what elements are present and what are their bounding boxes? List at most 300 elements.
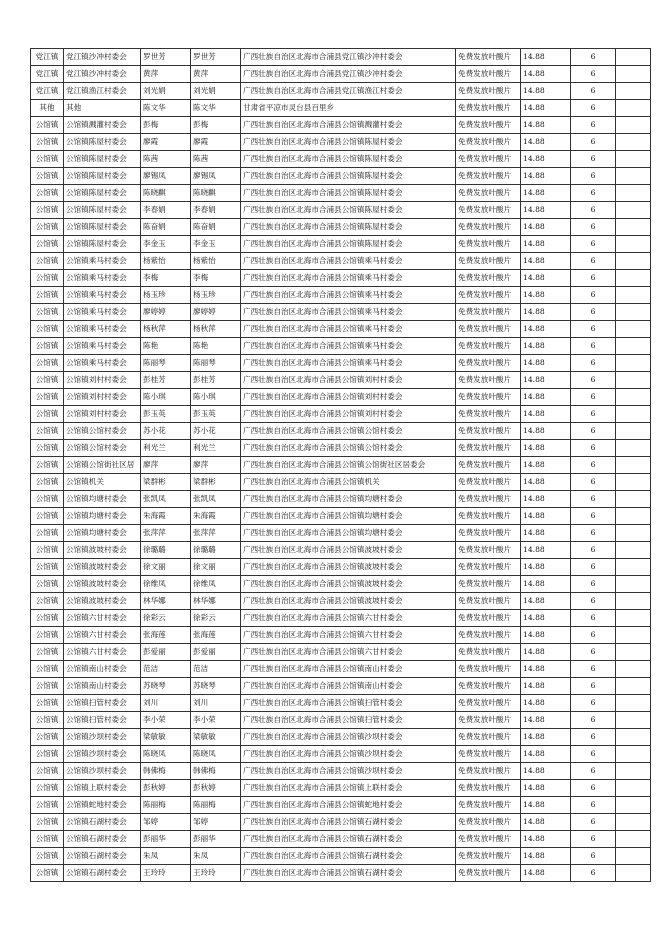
table-row	[31, 304, 651, 321]
amount-cell: 14.88	[521, 372, 571, 389]
name-repeat-cell: 彭梅	[191, 117, 241, 134]
village-committee-cell: 公馆镇乘马村委会	[64, 253, 141, 270]
village-committee-cell: 公馆镇乘马村委会	[64, 321, 141, 338]
village-committee-cell: 公馆镇均塘村委会	[64, 491, 141, 508]
recipient-table	[30, 48, 651, 882]
village-committee-cell: 公馆镇均塘村委会	[64, 508, 141, 525]
township-cell: 公馆镇	[31, 151, 64, 168]
note-cell	[616, 372, 651, 389]
note-cell	[616, 202, 651, 219]
name-repeat-cell: 陈晓凤	[191, 746, 241, 763]
quantity-cell: 6	[571, 423, 616, 440]
name-cell: 徐维凤	[141, 576, 191, 593]
note-cell	[616, 423, 651, 440]
service-cell: 免费发放叶酸片	[456, 576, 521, 593]
note-cell	[616, 287, 651, 304]
note-cell	[616, 729, 651, 746]
service-cell: 免费发放叶酸片	[456, 372, 521, 389]
table-row	[31, 542, 651, 559]
name-repeat-cell: 张海莲	[191, 627, 241, 644]
township-cell: 公馆镇	[31, 763, 64, 780]
village-committee-cell: 公馆镇石湖村委会	[64, 831, 141, 848]
quantity-cell: 6	[571, 372, 616, 389]
address-cell: 广西壮族自治区北海市合浦县公馆镇陈屋村委会	[241, 185, 456, 202]
village-committee-cell: 公馆镇乘马村委会	[64, 270, 141, 287]
note-cell	[616, 559, 651, 576]
address-cell: 广西壮族自治区北海市合浦县公馆镇南山村委会	[241, 661, 456, 678]
address-cell: 广西壮族自治区北海市合浦县公馆镇波坡村委会	[241, 559, 456, 576]
service-cell: 免费发放叶酸片	[456, 423, 521, 440]
service-cell: 免费发放叶酸片	[456, 389, 521, 406]
amount-cell: 14.88	[521, 253, 571, 270]
table-row	[31, 406, 651, 423]
name-cell: 廖萍	[141, 457, 191, 474]
name-repeat-cell: 彭玉英	[191, 406, 241, 423]
service-cell: 免费发放叶酸片	[456, 610, 521, 627]
service-cell: 免费发放叶酸片	[456, 66, 521, 83]
township-cell: 公馆镇	[31, 627, 64, 644]
name-repeat-cell: 廖萍	[191, 457, 241, 474]
name-repeat-cell: 梁敏敏	[191, 729, 241, 746]
service-cell: 免费发放叶酸片	[456, 746, 521, 763]
name-cell: 刘川	[141, 695, 191, 712]
table-row	[31, 440, 651, 457]
note-cell	[616, 542, 651, 559]
service-cell: 免费发放叶酸片	[456, 236, 521, 253]
township-cell: 党江镇	[31, 66, 64, 83]
table-row	[31, 185, 651, 202]
township-cell: 公馆镇	[31, 797, 64, 814]
village-committee-cell: 公馆镇溅灌村委会	[64, 117, 141, 134]
name-cell: 陈晓麒	[141, 185, 191, 202]
service-cell: 免费发放叶酸片	[456, 695, 521, 712]
note-cell	[616, 831, 651, 848]
table-row	[31, 797, 651, 814]
village-committee-cell: 公馆镇波坡村委会	[64, 542, 141, 559]
village-committee-cell: 公馆镇石湖村委会	[64, 848, 141, 865]
table-row	[31, 321, 651, 338]
table-row	[31, 678, 651, 695]
service-cell: 免费发放叶酸片	[456, 151, 521, 168]
name-repeat-cell: 陈艳	[191, 338, 241, 355]
township-cell: 公馆镇	[31, 525, 64, 542]
table-row	[31, 287, 651, 304]
amount-cell: 14.88	[521, 610, 571, 627]
table-row	[31, 491, 651, 508]
note-cell	[616, 474, 651, 491]
township-cell: 公馆镇	[31, 814, 64, 831]
village-committee-cell: 公馆镇公馆村委会	[64, 423, 141, 440]
village-committee-cell: 其他	[64, 100, 141, 117]
address-cell: 广西壮族自治区北海市合浦县党江镇沙冲村委会	[241, 49, 456, 66]
table-row	[31, 270, 651, 287]
name-cell: 杨玉珍	[141, 287, 191, 304]
quantity-cell: 6	[571, 491, 616, 508]
address-cell: 广西壮族自治区北海市合浦县公馆镇沙坝村委会	[241, 746, 456, 763]
note-cell	[616, 610, 651, 627]
quantity-cell: 6	[571, 83, 616, 100]
amount-cell: 14.88	[521, 729, 571, 746]
township-cell: 公馆镇	[31, 712, 64, 729]
quantity-cell: 6	[571, 712, 616, 729]
village-committee-cell: 公馆镇陈屋村委会	[64, 219, 141, 236]
amount-cell: 14.88	[521, 661, 571, 678]
village-committee-cell: 公馆镇六甘村委会	[64, 610, 141, 627]
quantity-cell: 6	[571, 117, 616, 134]
village-committee-cell: 公馆镇机关	[64, 474, 141, 491]
name-repeat-cell: 苏小花	[191, 423, 241, 440]
township-cell: 公馆镇	[31, 695, 64, 712]
township-cell: 公馆镇	[31, 253, 64, 270]
quantity-cell: 6	[571, 406, 616, 423]
township-cell: 公馆镇	[31, 865, 64, 882]
table-row	[31, 66, 651, 83]
table-row	[31, 372, 651, 389]
township-cell: 党江镇	[31, 83, 64, 100]
table-row	[31, 49, 651, 66]
table-row	[31, 661, 651, 678]
table-row	[31, 117, 651, 134]
quantity-cell: 6	[571, 287, 616, 304]
name-cell: 陈奋娟	[141, 219, 191, 236]
table-row	[31, 610, 651, 627]
name-cell: 邹婷	[141, 814, 191, 831]
address-cell: 广西壮族自治区北海市合浦县公馆镇蛇地村委会	[241, 797, 456, 814]
note-cell	[616, 304, 651, 321]
table-row	[31, 219, 651, 236]
name-cell: 范洁	[141, 661, 191, 678]
village-committee-cell: 公馆镇六甘村委会	[64, 627, 141, 644]
service-cell: 免费发放叶酸片	[456, 117, 521, 134]
township-cell: 公馆镇	[31, 491, 64, 508]
note-cell	[616, 66, 651, 83]
village-committee-cell: 公馆镇上联村委会	[64, 780, 141, 797]
name-repeat-cell: 陈奋娟	[191, 219, 241, 236]
amount-cell: 14.88	[521, 525, 571, 542]
township-cell: 公馆镇	[31, 610, 64, 627]
table-row	[31, 100, 651, 117]
address-cell: 甘肃省平凉市灵台县百里乡	[241, 100, 456, 117]
village-committee-cell: 公馆镇公馆村委会	[64, 440, 141, 457]
amount-cell: 14.88	[521, 576, 571, 593]
name-repeat-cell: 徐维凤	[191, 576, 241, 593]
table-row	[31, 831, 651, 848]
name-repeat-cell: 刘川	[191, 695, 241, 712]
amount-cell: 14.88	[521, 321, 571, 338]
service-cell: 免费发放叶酸片	[456, 168, 521, 185]
address-cell: 广西壮族自治区北海市合浦县公馆镇陈屋村委会	[241, 168, 456, 185]
name-repeat-cell: 杨玉珍	[191, 287, 241, 304]
amount-cell: 14.88	[521, 593, 571, 610]
township-cell: 公馆镇	[31, 423, 64, 440]
quantity-cell: 6	[571, 457, 616, 474]
table-row	[31, 423, 651, 440]
township-cell: 公馆镇	[31, 508, 64, 525]
village-committee-cell: 公馆镇六甘村委会	[64, 644, 141, 661]
table-row	[31, 576, 651, 593]
name-cell: 李春娟	[141, 202, 191, 219]
township-cell: 公馆镇	[31, 440, 64, 457]
quantity-cell: 6	[571, 627, 616, 644]
township-cell: 公馆镇	[31, 576, 64, 593]
address-cell: 广西壮族自治区北海市合浦县公馆镇扫管村委会	[241, 695, 456, 712]
name-repeat-cell: 李金玉	[191, 236, 241, 253]
township-cell: 公馆镇	[31, 644, 64, 661]
amount-cell: 14.88	[521, 814, 571, 831]
service-cell: 免费发放叶酸片	[456, 406, 521, 423]
township-cell: 公馆镇	[31, 457, 64, 474]
amount-cell: 14.88	[521, 287, 571, 304]
note-cell	[616, 355, 651, 372]
quantity-cell: 6	[571, 780, 616, 797]
quantity-cell: 6	[571, 202, 616, 219]
township-cell: 公馆镇	[31, 168, 64, 185]
village-committee-cell: 公馆镇乘马村委会	[64, 355, 141, 372]
service-cell: 免费发放叶酸片	[456, 304, 521, 321]
name-cell: 彭梅	[141, 117, 191, 134]
note-cell	[616, 457, 651, 474]
name-repeat-cell: 李梅	[191, 270, 241, 287]
note-cell	[616, 763, 651, 780]
township-cell: 公馆镇	[31, 117, 64, 134]
service-cell: 免费发放叶酸片	[456, 593, 521, 610]
name-repeat-cell: 朱海霞	[191, 508, 241, 525]
table-row	[31, 83, 651, 100]
amount-cell: 14.88	[521, 712, 571, 729]
address-cell: 广西壮族自治区北海市合浦县公馆镇公馆村委会	[241, 423, 456, 440]
amount-cell: 14.88	[521, 134, 571, 151]
name-cell: 梁敏敏	[141, 729, 191, 746]
name-cell: 张凯凤	[141, 491, 191, 508]
service-cell: 免费发放叶酸片	[456, 814, 521, 831]
service-cell: 免费发放叶酸片	[456, 202, 521, 219]
note-cell	[616, 219, 651, 236]
village-committee-cell: 公馆镇乘马村委会	[64, 304, 141, 321]
name-repeat-cell: 彭桂芳	[191, 372, 241, 389]
village-committee-cell: 公馆镇陈屋村委会	[64, 185, 141, 202]
name-cell: 彭秋婷	[141, 780, 191, 797]
note-cell	[616, 865, 651, 882]
note-cell	[616, 491, 651, 508]
village-committee-cell: 公馆镇刘村村委会	[64, 372, 141, 389]
note-cell	[616, 151, 651, 168]
note-cell	[616, 253, 651, 270]
village-committee-cell: 公馆镇公馆街社区居	[64, 457, 141, 474]
address-cell: 广西壮族自治区北海市合浦县公馆镇波坡村委会	[241, 593, 456, 610]
note-cell	[616, 321, 651, 338]
name-repeat-cell: 陈茜	[191, 151, 241, 168]
address-cell: 广西壮族自治区北海市合浦县党江镇沙冲村委会	[241, 66, 456, 83]
name-cell: 彭爱丽	[141, 644, 191, 661]
quantity-cell: 6	[571, 661, 616, 678]
township-cell: 公馆镇	[31, 389, 64, 406]
note-cell	[616, 134, 651, 151]
service-cell: 免费发放叶酸片	[456, 440, 521, 457]
name-cell: 陈丽琴	[141, 355, 191, 372]
amount-cell: 14.88	[521, 746, 571, 763]
amount-cell: 14.88	[521, 423, 571, 440]
name-cell: 李梅	[141, 270, 191, 287]
name-cell: 朱海霞	[141, 508, 191, 525]
amount-cell: 14.88	[521, 831, 571, 848]
address-cell: 广西壮族自治区北海市合浦县公馆镇波坡村委会	[241, 576, 456, 593]
address-cell: 广西壮族自治区北海市合浦县公馆镇乘马村委会	[241, 338, 456, 355]
township-cell: 公馆镇	[31, 593, 64, 610]
township-cell: 公馆镇	[31, 542, 64, 559]
quantity-cell: 6	[571, 440, 616, 457]
village-committee-cell: 公馆镇陈屋村委会	[64, 134, 141, 151]
name-cell: 徐彩云	[141, 610, 191, 627]
table-row	[31, 644, 651, 661]
quantity-cell: 6	[571, 576, 616, 593]
amount-cell: 14.88	[521, 270, 571, 287]
name-cell: 韩佛梅	[141, 763, 191, 780]
quantity-cell: 6	[571, 219, 616, 236]
quantity-cell: 6	[571, 814, 616, 831]
name-repeat-cell: 陈小琪	[191, 389, 241, 406]
service-cell: 免费发放叶酸片	[456, 134, 521, 151]
note-cell	[616, 440, 651, 457]
name-cell: 陈茜	[141, 151, 191, 168]
table-row	[31, 746, 651, 763]
address-cell: 广西壮族自治区北海市合浦县党江镇渔江村委会	[241, 83, 456, 100]
village-committee-cell: 公馆镇波坡村委会	[64, 576, 141, 593]
amount-cell: 14.88	[521, 83, 571, 100]
amount-cell: 14.88	[521, 389, 571, 406]
quantity-cell: 6	[571, 66, 616, 83]
table-row	[31, 848, 651, 865]
service-cell: 免费发放叶酸片	[456, 831, 521, 848]
service-cell: 免费发放叶酸片	[456, 287, 521, 304]
name-repeat-cell: 廖锡凤	[191, 168, 241, 185]
name-repeat-cell: 陈丽琴	[191, 355, 241, 372]
name-repeat-cell: 黄萍	[191, 66, 241, 83]
service-cell: 免费发放叶酸片	[456, 780, 521, 797]
quantity-cell: 6	[571, 678, 616, 695]
name-repeat-cell: 利光兰	[191, 440, 241, 457]
quantity-cell: 6	[571, 134, 616, 151]
name-cell: 陈艳	[141, 338, 191, 355]
note-cell	[616, 746, 651, 763]
name-repeat-cell: 王玲玲	[191, 865, 241, 882]
amount-cell: 14.88	[521, 151, 571, 168]
address-cell: 广西壮族自治区北海市合浦县公馆镇刘村村委会	[241, 389, 456, 406]
name-repeat-cell: 徐璐璐	[191, 542, 241, 559]
name-repeat-cell: 廖婷婷	[191, 304, 241, 321]
note-cell	[616, 661, 651, 678]
address-cell: 广西壮族自治区北海市合浦县公馆镇沙坝村委会	[241, 763, 456, 780]
village-committee-cell: 公馆镇陈屋村委会	[64, 202, 141, 219]
service-cell: 免费发放叶酸片	[456, 474, 521, 491]
village-committee-cell: 公馆镇陈屋村委会	[64, 168, 141, 185]
amount-cell: 14.88	[521, 542, 571, 559]
village-committee-cell: 公馆镇刘村村委会	[64, 389, 141, 406]
address-cell: 广西壮族自治区北海市合浦县公馆镇南山村委会	[241, 678, 456, 695]
township-cell: 公馆镇	[31, 355, 64, 372]
name-repeat-cell: 徐彩云	[191, 610, 241, 627]
quantity-cell: 6	[571, 525, 616, 542]
table-row	[31, 168, 651, 185]
service-cell: 免费发放叶酸片	[456, 355, 521, 372]
name-repeat-cell: 陈晓麒	[191, 185, 241, 202]
address-cell: 广西壮族自治区北海市合浦县公馆镇刘村村委会	[241, 372, 456, 389]
table-row	[31, 525, 651, 542]
name-cell: 苏小花	[141, 423, 191, 440]
address-cell: 广西壮族自治区北海市合浦县公馆镇乘马村委会	[241, 355, 456, 372]
address-cell: 广西壮族自治区北海市合浦县公馆镇陈屋村委会	[241, 134, 456, 151]
address-cell: 广西壮族自治区北海市合浦县公馆镇机关	[241, 474, 456, 491]
name-cell: 陈文华	[141, 100, 191, 117]
service-cell: 免费发放叶酸片	[456, 83, 521, 100]
name-cell: 廖婷婷	[141, 304, 191, 321]
name-cell: 苏晓琴	[141, 678, 191, 695]
service-cell: 免费发放叶酸片	[456, 100, 521, 117]
amount-cell: 14.88	[521, 304, 571, 321]
quantity-cell: 6	[571, 508, 616, 525]
amount-cell: 14.88	[521, 219, 571, 236]
amount-cell: 14.88	[521, 797, 571, 814]
service-cell: 免费发放叶酸片	[456, 661, 521, 678]
address-cell: 广西壮族自治区北海市合浦县公馆镇均塘村委会	[241, 508, 456, 525]
address-cell: 广西壮族自治区北海市合浦县公馆镇公馆街社区居委会	[241, 457, 456, 474]
name-repeat-cell: 朱凤	[191, 848, 241, 865]
address-cell: 广西壮族自治区北海市合浦县公馆镇乘马村委会	[241, 287, 456, 304]
service-cell: 免费发放叶酸片	[456, 338, 521, 355]
township-cell: 公馆镇	[31, 746, 64, 763]
address-cell: 广西壮族自治区北海市合浦县公馆镇石湖村委会	[241, 848, 456, 865]
name-cell: 李小荣	[141, 712, 191, 729]
amount-cell: 14.88	[521, 355, 571, 372]
service-cell: 免费发放叶酸片	[456, 644, 521, 661]
township-cell: 公馆镇	[31, 338, 64, 355]
township-cell: 党江镇	[31, 49, 64, 66]
table-row	[31, 338, 651, 355]
table-row	[31, 134, 651, 151]
name-repeat-cell: 彭丽华	[191, 831, 241, 848]
village-committee-cell: 公馆镇乘马村委会	[64, 287, 141, 304]
service-cell: 免费发放叶酸片	[456, 712, 521, 729]
quantity-cell: 6	[571, 270, 616, 287]
village-committee-cell: 公馆镇南山村委会	[64, 678, 141, 695]
table-row	[31, 593, 651, 610]
amount-cell: 14.88	[521, 338, 571, 355]
table-row	[31, 729, 651, 746]
note-cell	[616, 678, 651, 695]
table-row	[31, 457, 651, 474]
table-row	[31, 695, 651, 712]
address-cell: 广西壮族自治区北海市合浦县公馆镇乘马村委会	[241, 253, 456, 270]
service-cell: 免费发放叶酸片	[456, 457, 521, 474]
name-repeat-cell: 苏晓琴	[191, 678, 241, 695]
village-committee-cell: 公馆镇扫管村委会	[64, 712, 141, 729]
amount-cell: 14.88	[521, 474, 571, 491]
service-cell: 免费发放叶酸片	[456, 865, 521, 882]
name-cell: 朱凤	[141, 848, 191, 865]
address-cell: 广西壮族自治区北海市合浦县公馆镇均塘村委会	[241, 491, 456, 508]
township-cell: 公馆镇	[31, 831, 64, 848]
township-cell: 公馆镇	[31, 185, 64, 202]
table-row	[31, 508, 651, 525]
address-cell: 广西壮族自治区北海市合浦县公馆镇溅灌村委会	[241, 117, 456, 134]
township-cell: 公馆镇	[31, 780, 64, 797]
address-cell: 广西壮族自治区北海市合浦县公馆镇上联村委会	[241, 780, 456, 797]
village-committee-cell: 公馆镇乘马村委会	[64, 338, 141, 355]
name-cell: 罗世芳	[141, 49, 191, 66]
address-cell: 广西壮族自治区北海市合浦县公馆镇石湖村委会	[241, 865, 456, 882]
name-repeat-cell: 罗世芳	[191, 49, 241, 66]
note-cell	[616, 168, 651, 185]
address-cell: 广西壮族自治区北海市合浦县公馆镇石湖村委会	[241, 814, 456, 831]
